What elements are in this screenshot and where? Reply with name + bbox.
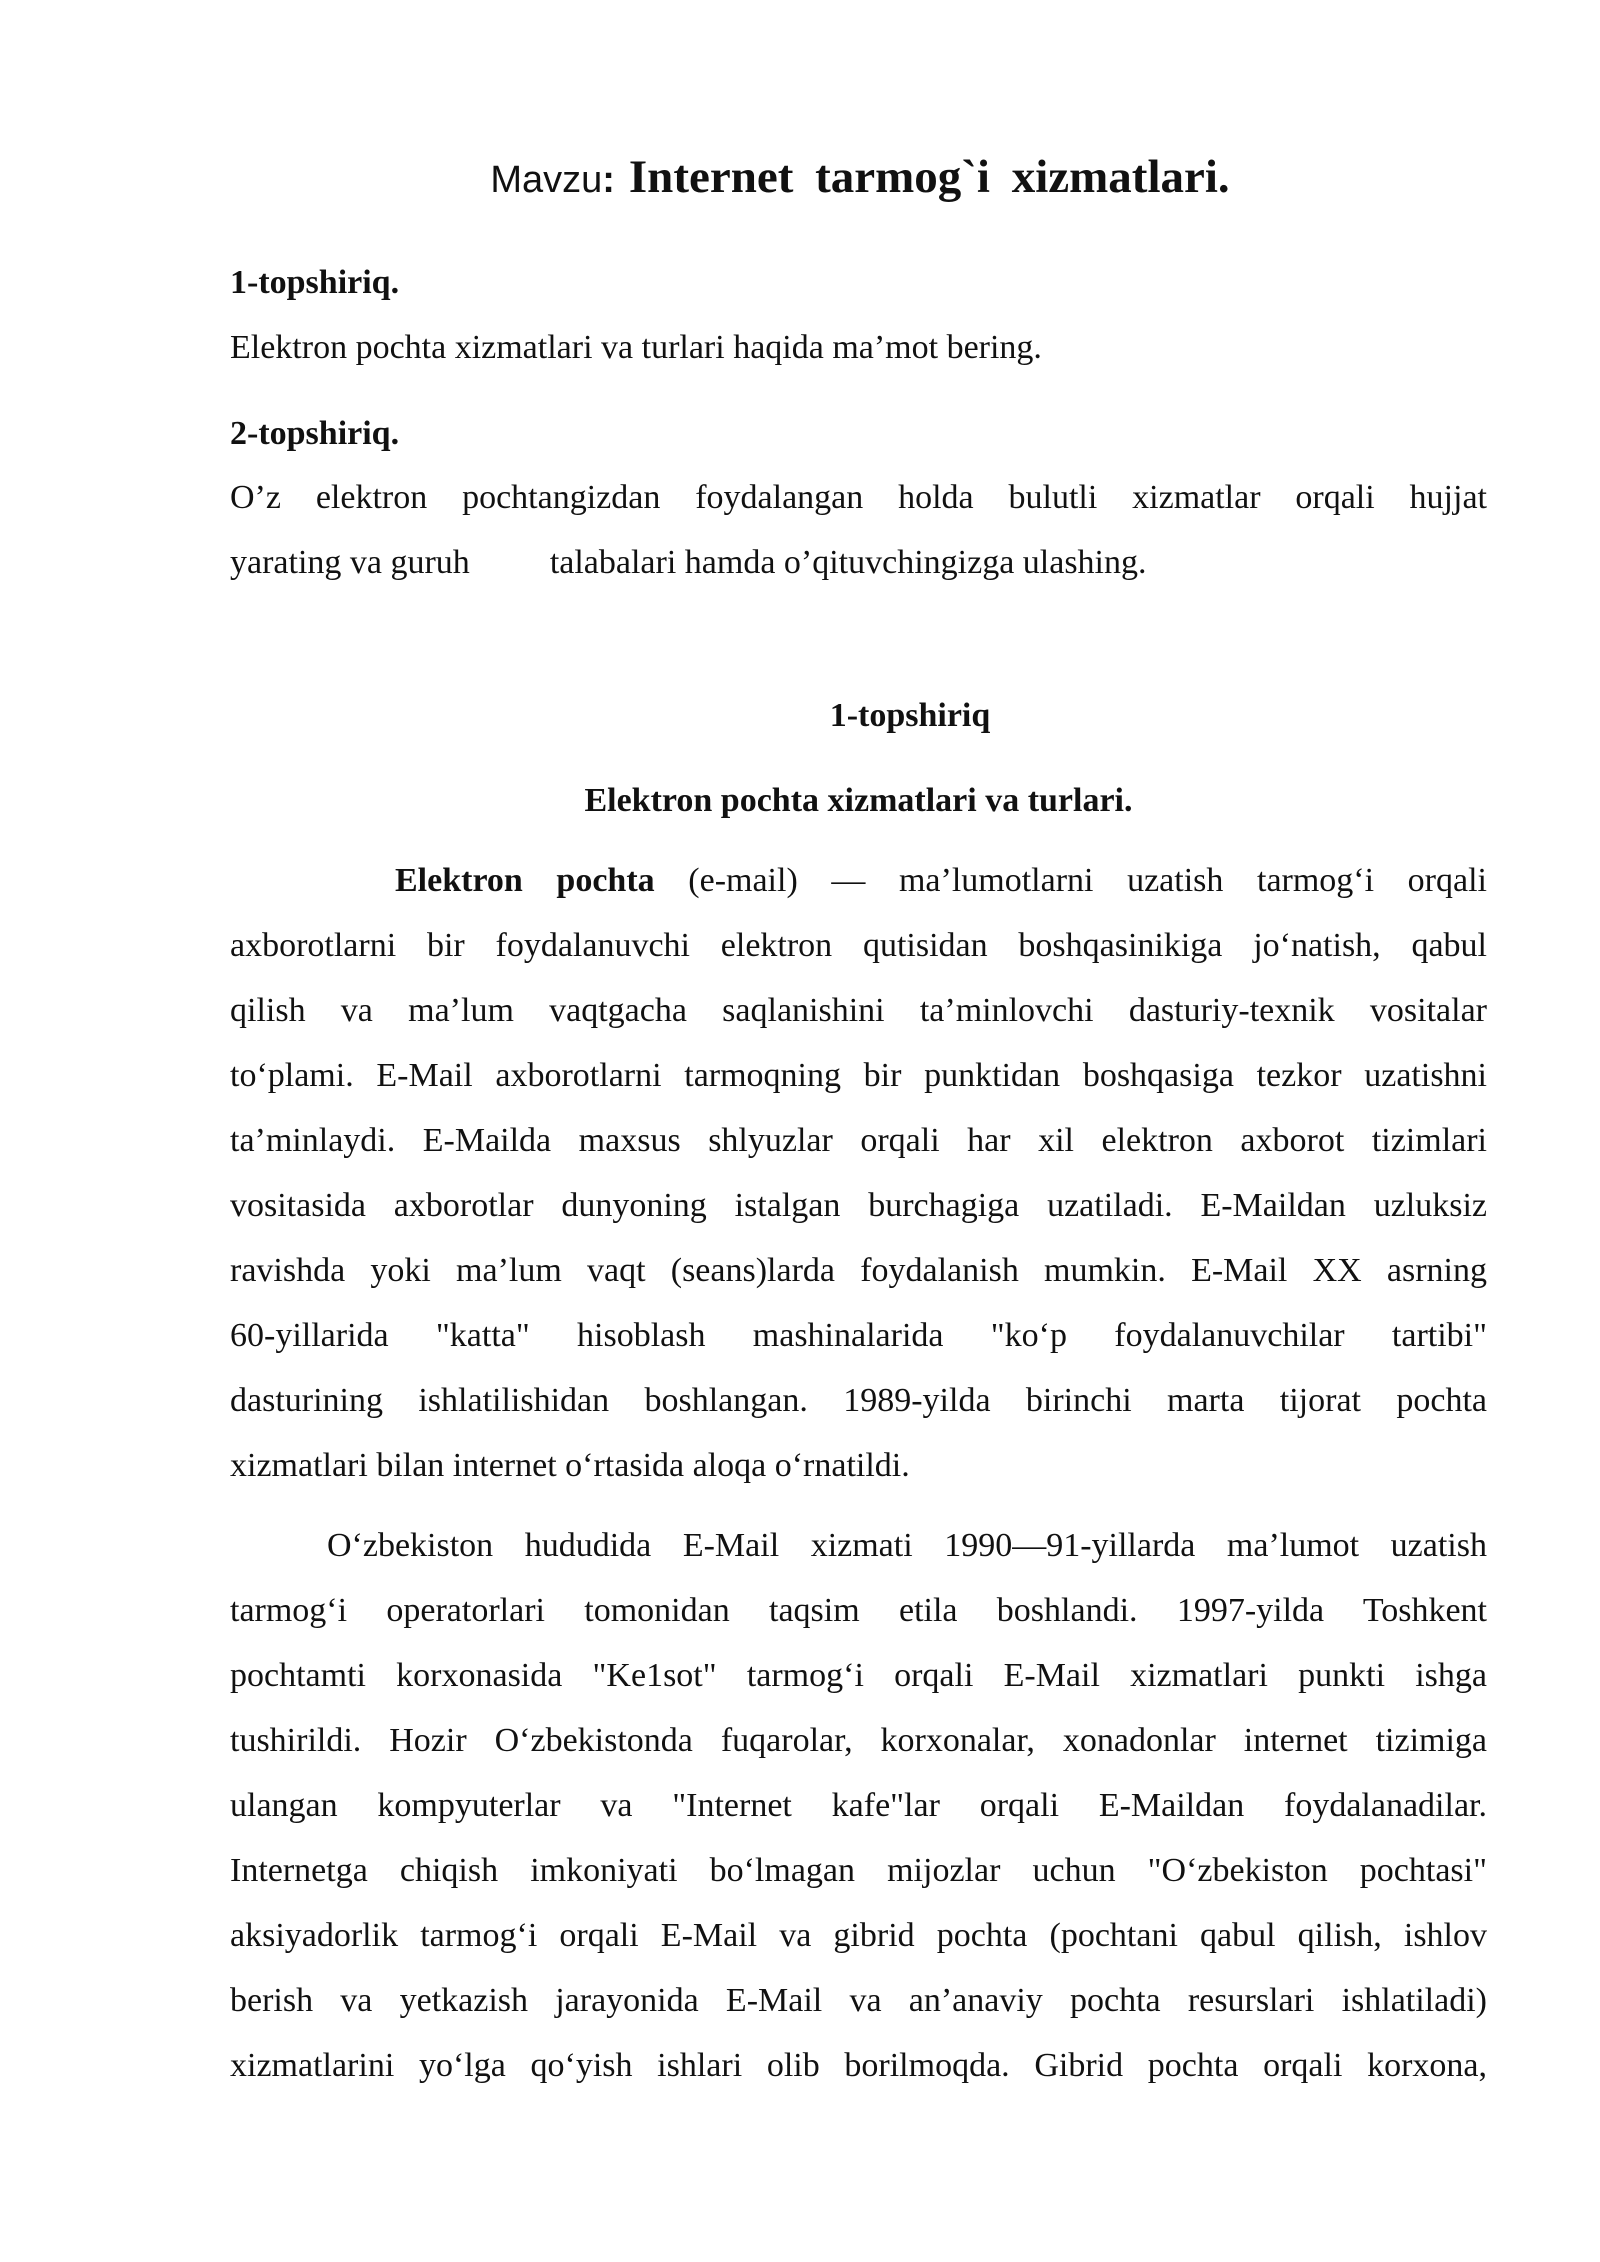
paragraph1-line-4: to‘plami. E-Mail axborotlarni tarmoqning bir punktidan boshqasiga tezkor uzatishni (230, 1057, 1487, 1094)
paragraph1-line-8: 60-yillarida "katta" hisoblash mashinalarida "ko‘p foydalanuvchilar tartibi" (230, 1317, 1487, 1354)
title-colon: : (602, 159, 615, 201)
paragraph1-line-5: ta’minlaydi. E-Mailda maxsus shlyuzlar orqali har xil elektron axborot tizimlari (230, 1122, 1487, 1159)
paragraph1-term: Elektron pochta (395, 862, 655, 899)
paragraph2-line-7: aksiyadorlik tarmog‘i orqali E-Mail va gibrid pochta (pochtani qabul qilish, ishlov (230, 1917, 1487, 1954)
paragraph2-line-3: pochtamti korxonasida "Ke1sot" tarmog‘i orqali E-Mail xizmatlari punkti ishga (230, 1657, 1487, 1694)
paragraph1-line-9: dasturining ishlatilishidan boshlangan. 1989-yilda birinchi marta tijorat pochta (230, 1382, 1487, 1419)
paragraph1-line-1-text: (e-mail) — ma’lumotlarni uzatish tarmog‘i orqali (688, 862, 1487, 899)
page-title (0, 150, 1600, 204)
paragraph1-line-3: qilish va ma’lum vaqtgacha saqlanishini ta’minlovchi dasturiy-texnik vositalar (230, 992, 1487, 1029)
section-heading: 1-topshiriq (829, 697, 991, 734)
paragraph2-line-1: O‘zbekiston hududida E-Mail xizmati 1990—91-yillarda ma’lumot uzatish (327, 1527, 1487, 1564)
task2-line-2 (230, 542, 1487, 584)
task1-text: Elektron pochta xizmatlari va turlari haqida ma’mot bering. (230, 329, 1042, 366)
paragraph2-line-4: tushirildi. Hozir O‘zbekistonda fuqarolar, korxonalar, xonadonlar internet tizimiga (230, 1722, 1487, 1759)
title-lead: Mavzu (490, 159, 603, 201)
paragraph2-line-9: xizmatlarini yo‘lga qo‘yish ishlari olib borilmoqda. Gibrid pochta orqali korxona, (230, 2047, 1487, 2084)
paragraph2-line-8: berish va yetkazish jarayonida E-Mail va an’anaviy pochta resurslari ishlatiladi) (230, 1982, 1487, 2019)
title-main: Internet tarmog`i xizmatlari. (628, 151, 1230, 203)
paragraph2-line-5: ulangan kompyuterlar va "Internet kafe"lar orqali E-Maildan foydalanadilar. (230, 1787, 1487, 1824)
paragraph2-line-2: tarmog‘i operatorlari tomonidan taqsim etila boshlandi. 1997-yilda Toshkent (230, 1592, 1487, 1629)
task2-line-2b: talabalari hamda o’qituvchingizga ulashing. (549, 544, 1147, 581)
paragraph1-line-6: vositasida axborotlar dunyoning istalgan burchagiga uzatiladi. E-Maildan uzluksiz (230, 1187, 1487, 1224)
paragraph1-line-1 (395, 860, 1487, 902)
paragraph1-line-2: axborotlarni bir foydalanuvchi elektron qutisidan boshqasinikiga jo‘natish, qabul (230, 927, 1487, 964)
task2-line-2a: yarating va guruh (230, 544, 470, 581)
paragraph1-line-10: xizmatlari bilan internet o‘rtasida aloqa o‘rnatildi. (230, 1447, 910, 1484)
section-subheading: Elektron pochta xizmatlari va turlari. (584, 782, 1133, 819)
task2-line-1: O’z elektron pochtangizdan foydalangan holda bulutli xizmatlar orqali hujjat (230, 479, 1487, 516)
paragraph2-line-6: Internetga chiqish imkoniyati bo‘lmagan mijozlar uchun "O‘zbekiston pochtasi" (230, 1852, 1487, 1889)
task2-label: 2-topshiriq. (230, 415, 400, 452)
task1-label: 1-topshiriq. (230, 264, 400, 301)
paragraph1-line-7: ravishda yoki ma’lum vaqt (seans)larda foydalanish mumkin. E-Mail XX asrning (230, 1252, 1487, 1289)
